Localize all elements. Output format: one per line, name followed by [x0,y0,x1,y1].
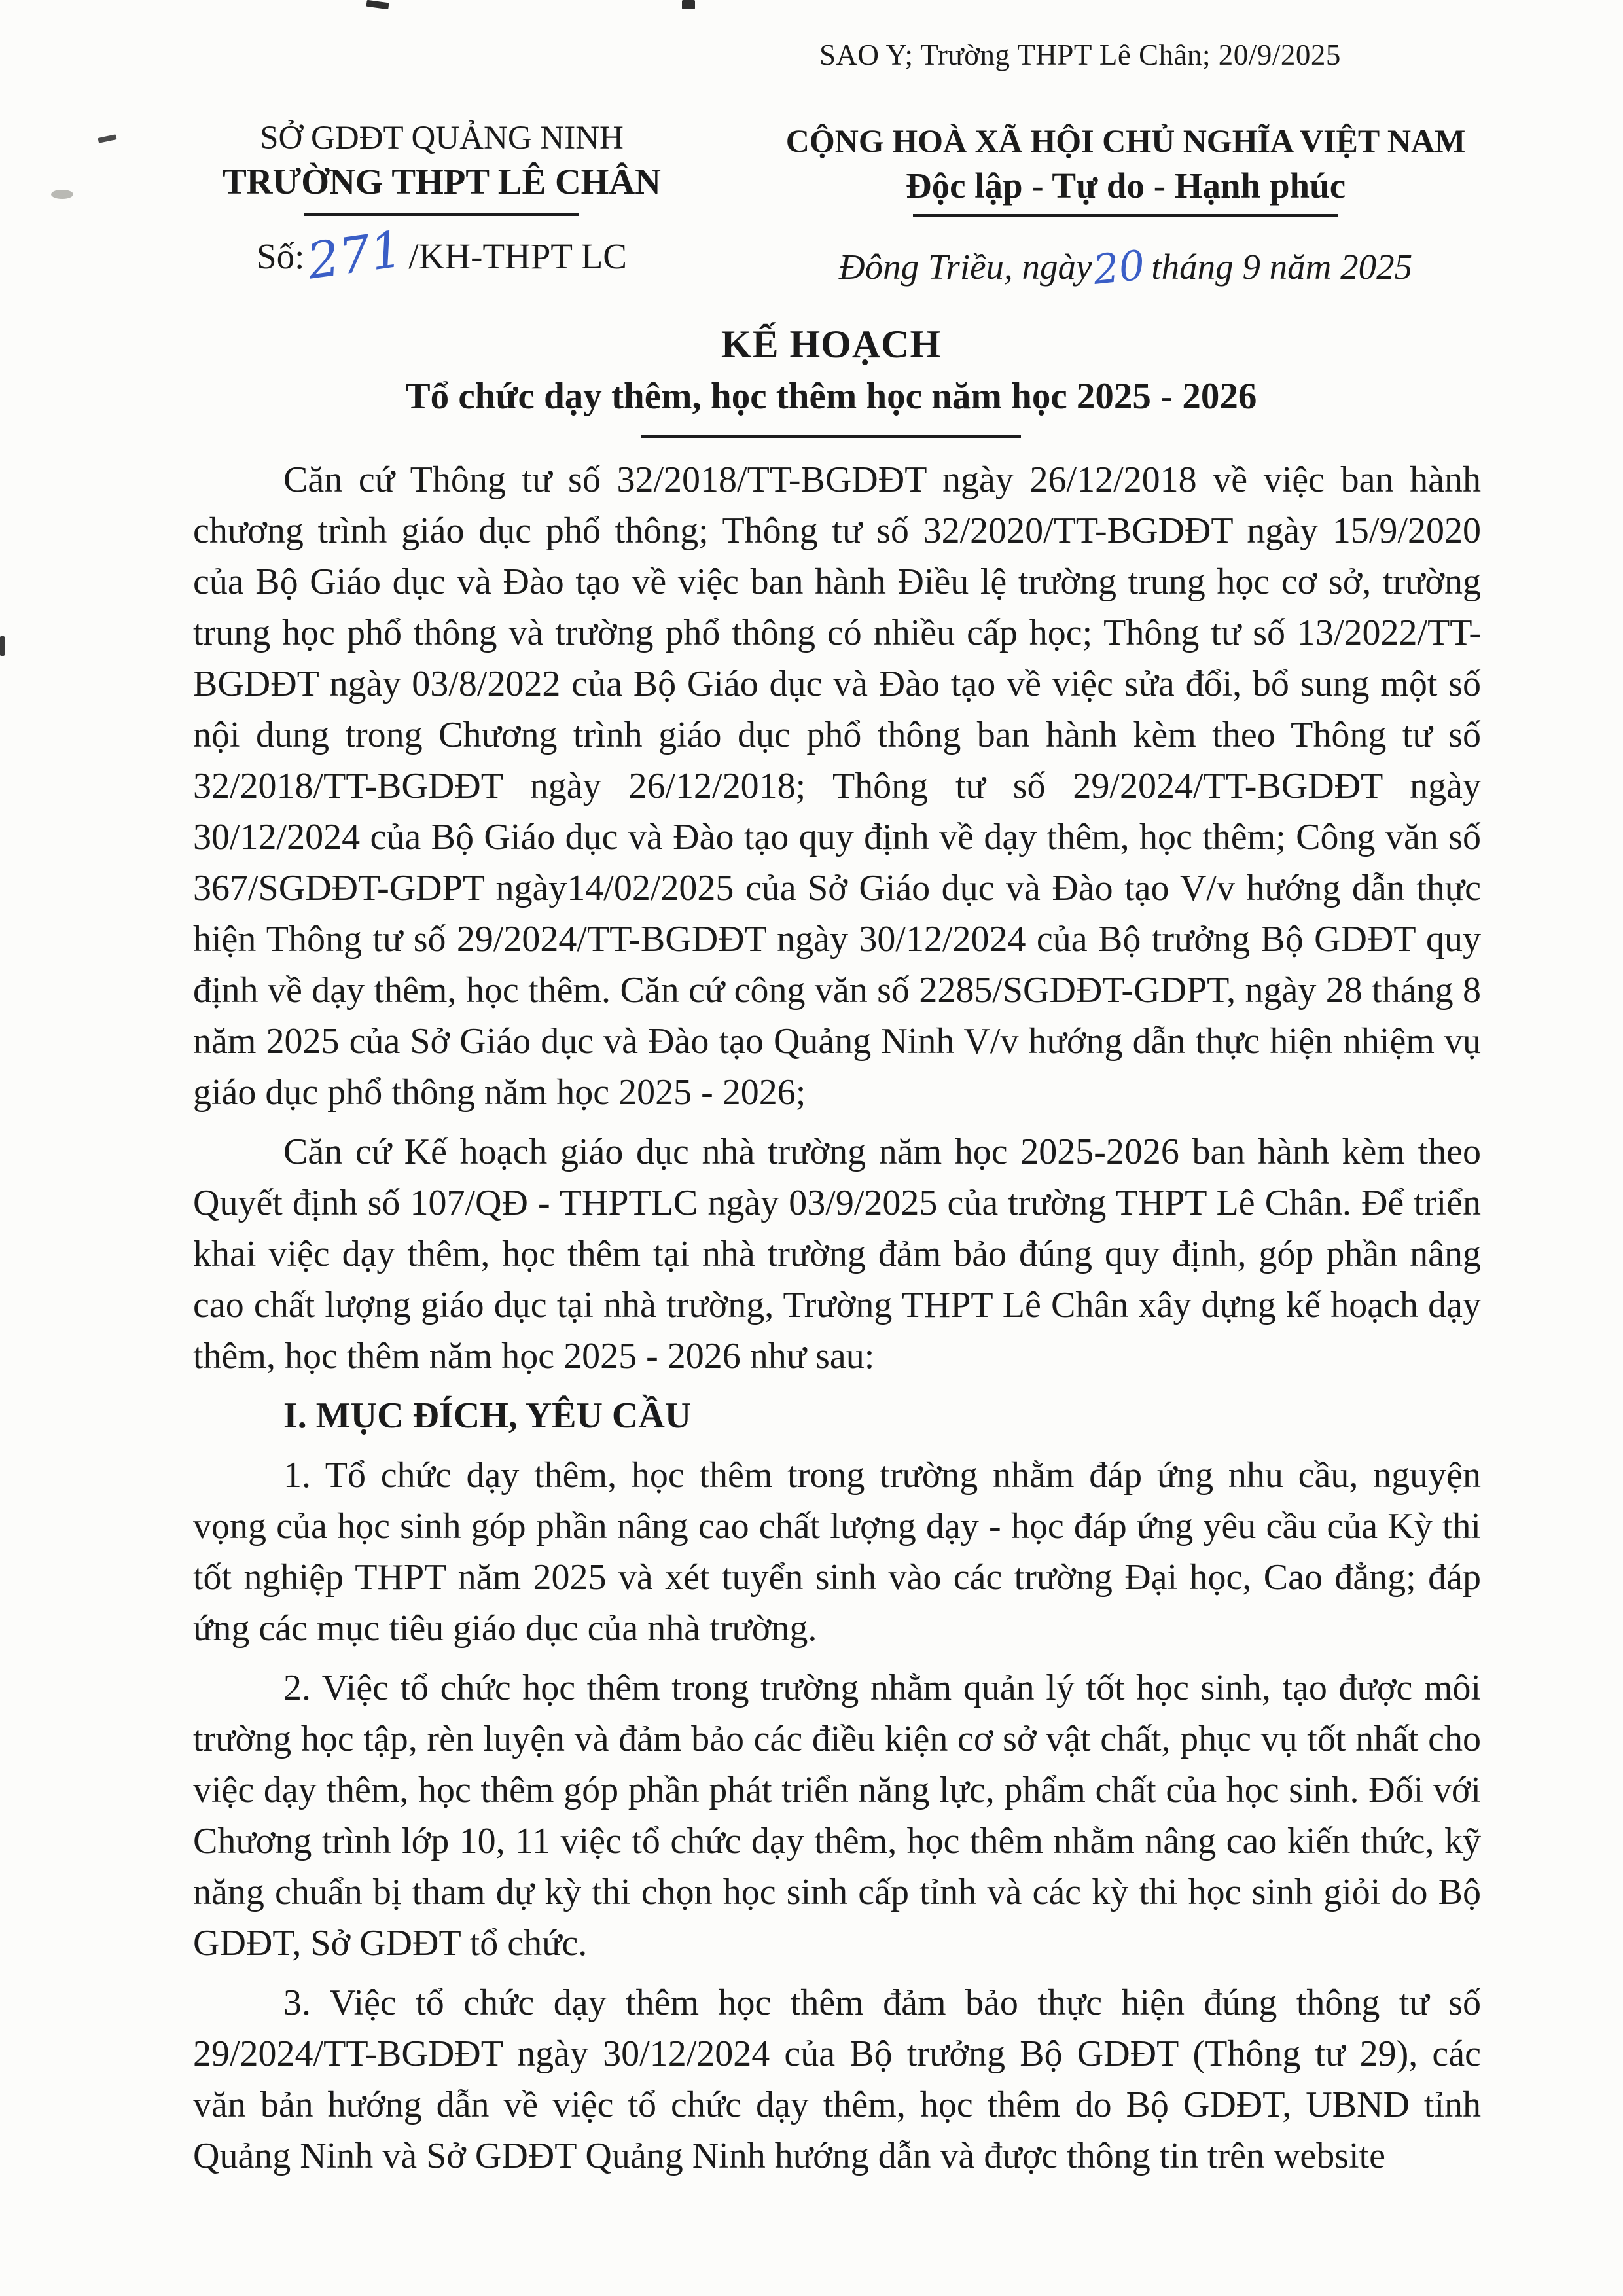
scan-artifact [366,0,389,9]
scan-artifact [98,134,116,143]
document-subtitle: Tổ chức dạy thêm, học thêm học năm học 2025 - 2026 [405,376,1257,417]
copy-certification-stamp: SAO Y; Trường THPT Lê Chân; 20/9/2025 [819,39,1341,71]
national-header-block [776,122,1476,294]
date-day-handwritten: 20 [1091,241,1148,294]
title-divider-rule [641,435,1021,438]
paragraph-purpose-1: 1. Tổ chức dạy thêm, học thêm trong trường nhằm đáp ứng nhu cầu, nguyện vọng của học sinh góp phần nâng cao chất lượng dạy - học đáp ứng yêu cầu của Kỳ thi tốt nghiệp THPT năm 2025 và xét tuyển sinh vào các trường Đại học, Cao đẳng; đáp ứng các mục tiêu giáo dục của nhà trường. [193,1455,1481,1649]
agency-divider-rule [304,213,579,216]
school-name: TRƯỜNG THPT LÊ CHÂN [223,162,661,202]
document-title-block [190,322,1472,438]
section-heading-muc-dich-yeu-cau: I. MỤC ĐÍCH, YÊU CẦU [283,1395,692,1436]
document-number-line [131,219,753,291]
document-number-handwritten: 271 [304,219,406,291]
place-date-prefix: Đông Triều, ngày [838,247,1092,287]
document-number-label: Số: [256,236,305,276]
place-date-suffix: tháng 9 năm 2025 [1151,247,1413,287]
national-motto: Độc lập - Tự do - Hạnh phúc [905,166,1346,206]
motto-divider-rule [913,214,1338,217]
national-name: CỘNG HOÀ XÃ HỘI CHỦ NGHĨA VIỆT NAM [785,122,1466,159]
document-title: KẾ HOẠCH [721,323,942,366]
scan-artifact [682,0,695,9]
scan-artifact [0,636,5,656]
paragraph-purpose-3: 3. Việc tổ chức dạy thêm học thêm đảm bảo thực hiện đúng thông tư số 29/2024/TT-BGDĐT ngày 30/12/2024 của Bộ trưởng Bộ GDĐT (Thông tư 29), các văn bản hướng dẫn về việc tổ chức dạy thêm, học thêm do Bộ GDĐT, UBND tỉnh Quảng Ninh và Sở GDĐT Quảng Ninh hướng dẫn và được thông tin trên website [193,1982,1481,2176]
paragraph-legal-basis-2: Căn cứ Kế hoạch giáo dục nhà trường năm học 2025-2026 ban hành kèm theo Quyết định số 107/QĐ - THPTLC ngày 03/9/2025 của trường THPT Lê Chân. Để triển khai việc dạy thêm, học thêm tại nhà trường đảm bảo đúng quy định, góp phần nâng cao chất lượng giáo dục tại nhà trường, Trường THPT Lê Chân xây dựng kế hoạch dạy thêm, học thêm năm học 2025 - 2026 như sau: [193,1132,1481,1376]
paragraph-legal-basis-1: Căn cứ Thông tư số 32/2018/TT-BGDĐT ngày 26/12/2018 về việc ban hành chương trình giáo dục phổ thông; Thông tư số 32/2020/TT-BGDĐT ngày 15/9/2020 của Bộ Giáo dục và Đào tạo về việc ban hành Điều lệ trường trung học cơ sở, trường trung học phổ thông và trường phổ thông có nhiều cấp học; Thông tư số 13/2022/TT-BGDĐT ngày 03/8/2022 của Bộ Giáo dục và Đào tạo về việc sửa đổi, bổ sung một số nội dung trong Chương trình giáo dục phổ thông ban hành kèm theo Thông tư số 32/2018/TT-BGDĐT ngày 26/12/2018; Thông tư số 29/2024/TT-BGDĐT ngày 30/12/2024 của Bộ Giáo dục và Đào tạo quy định về dạy thêm, học thêm; Công văn số 367/SGDĐT-GDPT ngày14/02/2025 của Sở Giáo dục và Đào tạo V/v hướng dẫn thực hiện Thông tư số 29/2024/TT-BGDĐT ngày 30/12/2024 của Bộ trưởng Bộ GDĐT quy định về dạy thêm, học thêm. Căn cứ công văn số 2285/SGDĐT-GDPT, ngày 28 tháng 8 năm 2025 của Sở Giáo dục và Đào tạo Quảng Ninh V/v hướng dẫn thực hiện nhiệm vụ giáo dục phổ thông năm học 2025 - 2026; [193,459,1481,1113]
issuing-agency-block [131,119,753,291]
scan-artifact [51,190,73,199]
parent-agency-name: SỞ GDĐT QUẢNG NINH [260,120,624,156]
document-number-suffix: /KH-THPT LC [408,236,627,276]
place-date-line [776,241,1476,294]
paragraph-purpose-2: 2. Việc tổ chức học thêm trong trường nhằm quản lý tốt học sinh, tạo được môi trường học tập, rèn luyện và đảm bảo các điều kiện cơ sở vật chất, phục vụ tốt nhất cho việc dạy thêm, học thêm góp phần phát triển năng lực, phẩm chất của học sinh. Đối với Chương trình lớp 10, 11 việc tổ chức dạy thêm, học thêm nhằm nâng cao kiến thức, kỹ năng chuẩn bị tham dự kỳ thi chọn học sinh cấp tỉnh và các kỳ thi học sinh giỏi do Bộ GDĐT, Sở GDĐT tổ chức. [193,1668,1481,1964]
document-body [193,454,1481,2190]
